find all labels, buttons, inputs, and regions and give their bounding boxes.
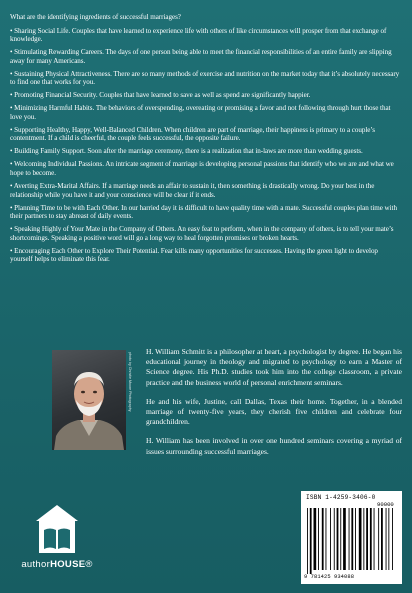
barcode-digits: 9 781425 934088	[304, 574, 355, 580]
bullet-item: • Sustaining Physical Attractiveness. There are so many methods of exercise and nutrition on the market today that it’s absolutely necessary to find one that works for you.	[10, 69, 400, 87]
bullet-item: • Encouraging Each Other to Explore Their Potential. Fear kills many opportunities for successes. Having the green light to develop yourself helps to eliminate this fear.	[10, 246, 378, 264]
photo-credit: photo by Christie Moore Photography	[128, 352, 132, 412]
house-book-icon	[35, 504, 79, 554]
bullet-item: • Building Family Support. Soon after the marriage ceremony, there is a realization that in-laws are more than wedding guests.	[10, 147, 363, 156]
price-code: 90000	[377, 501, 394, 508]
bullet-item: • Supporting Healthy, Happy, Well-Balanced Children. When children are part of marriage, their happiness is primary to a couple’s contentment. If a child is cheerful, the couple feels successful, the opposite failure.	[10, 125, 376, 143]
isbn-barcode	[301, 491, 402, 584]
bullet-item: • Promoting Financial Security. Couples that have learned to save as well as spend are significantly happier.	[10, 91, 311, 100]
bullet-item: • Stimulating Rewarding Careers. The days of one person being able to meet the financial responsibilities of an entire family are slipping away for many Americans.	[10, 48, 392, 65]
barcode-icon	[305, 508, 398, 574]
bio-paragraph: He and his wife, Justine, call Dallas, Texas their home. Together, in a blended marriage of twenty-five years, they cherish five children and celebrate four grandchildren.	[146, 396, 402, 427]
isbn-label: ISBN 1-4259-3406-0	[306, 494, 376, 501]
intro-question: What are the identifying ingredients of successful marriages?	[10, 13, 181, 21]
bullet-item: • Speaking Highly of Your Mate in the Company of Others. An easy feat to perform, when in the company of others, is to tell your mate’s shortcomings. Speaking a positive word will go a long way to heal forgotten promises or broken hearts.	[10, 225, 394, 242]
publisher-logo	[14, 504, 100, 584]
bio-paragraph: H. William has been involved in over one hundred seminars covering a myriad of issues surrounding successful marriages.	[146, 436, 402, 456]
bullet-item: • Minimizing Harmful Habits. The behaviors of overspending, overeating or promising a favor and not following through hurt those that love you.	[10, 104, 391, 121]
bullet-item: • Sharing Social Life. Couples that have learned to experience life with others of like circumstances will prosper from that exchange of knowledge.	[10, 26, 387, 44]
bullet-item: • Welcoming Individual Passions. An intricate segment of marriage is developing personal passions that identify who we are and what we hope to become.	[10, 160, 394, 178]
bullet-item: • Planning Time to be with Each Other. In our harried day it is difficult to have quality time with a mate. Successful couples plan time with their partners to stay abreast of daily events.	[10, 203, 397, 221]
marriage-ingredients-list	[10, 13, 402, 268]
author-bio	[146, 347, 402, 466]
author-photo	[52, 350, 126, 450]
bio-paragraph: H. William Schmitt is a philosopher at heart, a psychologist by degree. He began his educational journey in theology and migrated to psychology to earn a Master of Science degree. His Ph.D. studies took him into the college classroom, a private practice and the business world of personal enrichment seminars.	[146, 347, 402, 387]
publisher-name: authorHOUSE®	[21, 559, 93, 570]
bullet-item: • Averting Extra-Marital Affairs. If a marriage needs an affair to sustain it, then something is drastically wrong. Do your best in the relationship while you have it and your conscience will be clear if it ends.	[10, 182, 375, 199]
